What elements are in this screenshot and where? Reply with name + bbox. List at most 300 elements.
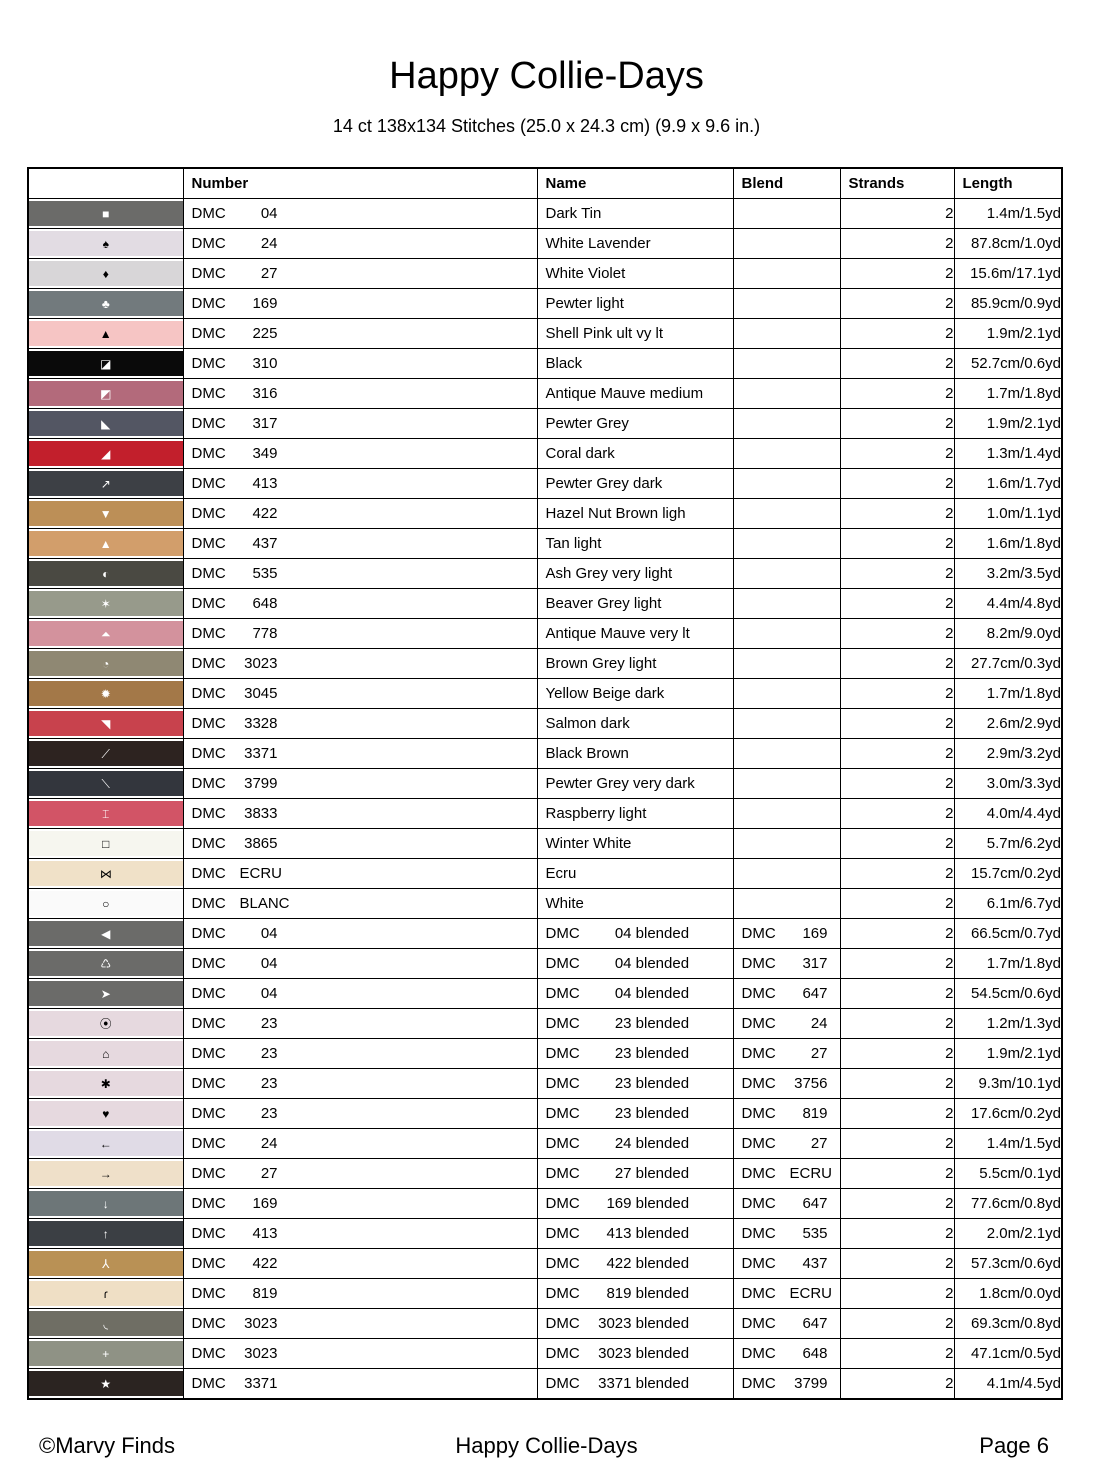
strands-count: 2 (840, 949, 954, 979)
stitch-symbol-icon: ★ (100, 1376, 112, 1391)
floss-number-brand: DMC (191, 925, 226, 942)
strands-count: 2 (840, 1129, 954, 1159)
floss-number (183, 439, 537, 469)
strands-count: 2 (840, 1369, 954, 1400)
floss-length: 1.2m/1.3yd (954, 1009, 1062, 1039)
stitch-symbol-icon: ▼ (99, 506, 112, 521)
floss-number-code: 23 (260, 1105, 278, 1122)
strands-count: 2 (840, 1009, 954, 1039)
floss-blend (733, 979, 840, 1009)
floss-blend (733, 289, 840, 319)
floss-blend (733, 1069, 840, 1099)
stitch-symbol-icon: ⦿ (99, 1016, 112, 1031)
floss-blend (733, 529, 840, 559)
table-row (28, 349, 1062, 379)
floss-name: Brown Grey light (537, 649, 733, 679)
table-header-row (28, 168, 1062, 199)
stitch-symbol-icon: ◐ (102, 566, 110, 581)
strands-count: 2 (840, 1159, 954, 1189)
floss-blend (733, 1279, 840, 1309)
floss-blend (733, 1339, 840, 1369)
floss-number-brand: DMC (191, 1225, 226, 1242)
floss-blend-brand: DMC (741, 1375, 776, 1392)
floss-blend-brand: DMC (741, 1345, 776, 1362)
floss-number-brand: DMC (191, 1015, 226, 1032)
floss-length: 1.4m/1.5yd (954, 1129, 1062, 1159)
floss-blend-code: 647 (802, 985, 828, 1002)
color-swatch (29, 1191, 183, 1216)
strands-count: 2 (840, 1219, 954, 1249)
color-swatch (29, 501, 183, 526)
color-swatch-cell (28, 1189, 183, 1219)
stitch-symbol-icon: ← (99, 1136, 112, 1151)
table-row (28, 739, 1062, 769)
strands-count: 2 (840, 1039, 954, 1069)
color-swatch-cell (28, 919, 183, 949)
floss-blend-brand: DMC (741, 1195, 776, 1212)
table-row (28, 979, 1062, 1009)
floss-number-brand: DMC (191, 1105, 226, 1122)
floss-blend-code: 647 (802, 1195, 828, 1212)
floss-number (183, 859, 537, 889)
color-swatch-cell (28, 439, 183, 469)
floss-number (183, 1279, 537, 1309)
floss-name: Salmon dark (537, 709, 733, 739)
color-swatch-cell (28, 649, 183, 679)
floss-number-code: 317 (252, 415, 278, 432)
strands-count: 2 (840, 829, 954, 859)
floss-number-code: 23 (260, 1045, 278, 1062)
floss-blend (733, 1189, 840, 1219)
floss-number (183, 619, 537, 649)
color-swatch-cell (28, 1249, 183, 1279)
floss-blend-code: 3756 (794, 1075, 828, 1092)
floss-number-code: 3023 (244, 655, 278, 672)
floss-name: DMC 23 blended (537, 1069, 733, 1099)
floss-length: 1.7m/1.8yd (954, 679, 1062, 709)
floss-blend-brand: DMC (741, 1285, 776, 1302)
table-row (28, 589, 1062, 619)
floss-number (183, 529, 537, 559)
floss-number-code: BLANC (239, 895, 290, 912)
floss-number-code: 04 (260, 925, 278, 942)
floss-length: 69.3cm/0.8yd (954, 1309, 1062, 1339)
stitch-symbol-icon: ↓ (102, 1196, 109, 1211)
color-swatch-cell (28, 1219, 183, 1249)
color-swatch (29, 711, 183, 736)
floss-number (183, 1039, 537, 1069)
floss-blend (733, 559, 840, 589)
floss-blend (733, 379, 840, 409)
color-swatch (29, 381, 183, 406)
footer-copyright: ©Marvy Finds (39, 1433, 176, 1458)
floss-blend (733, 439, 840, 469)
floss-blend (733, 499, 840, 529)
floss-name: DMC 24 blended (537, 1129, 733, 1159)
floss-number-brand: DMC (191, 1345, 226, 1362)
floss-number-code: 316 (252, 385, 278, 402)
floss-length: 8.2m/9.0yd (954, 619, 1062, 649)
floss-number-brand: DMC (191, 355, 226, 372)
floss-number (183, 1099, 537, 1129)
floss-blend (733, 1039, 840, 1069)
color-swatch (29, 1131, 183, 1156)
footer-page-number: Page 6 (979, 1433, 1049, 1458)
floss-number-brand: DMC (191, 745, 226, 762)
floss-length: 54.5cm/0.6yd (954, 979, 1062, 1009)
floss-length: 4.1m/4.5yd (954, 1369, 1062, 1400)
floss-number-brand: DMC (191, 475, 226, 492)
floss-length: 1.7m/1.8yd (954, 949, 1062, 979)
floss-length: 1.8cm/0.0yd (954, 1279, 1062, 1309)
floss-number (183, 1369, 537, 1400)
floss-name: White (537, 889, 733, 919)
color-swatch (29, 291, 183, 316)
floss-blend-code: 819 (802, 1105, 828, 1122)
floss-number-brand: DMC (191, 685, 226, 702)
floss-number-brand: DMC (191, 595, 226, 612)
stitch-symbol-icon: ◢ (101, 446, 111, 461)
table-row (28, 1219, 1062, 1249)
floss-number-code: 169 (252, 295, 278, 312)
floss-number-brand: DMC (191, 505, 226, 522)
table-row (28, 499, 1062, 529)
floss-blend-code: 169 (802, 925, 828, 942)
strands-count: 2 (840, 1249, 954, 1279)
strands-count: 2 (840, 499, 954, 529)
table-row (28, 679, 1062, 709)
floss-number-code: 24 (260, 1135, 278, 1152)
floss-number-brand: DMC (191, 955, 226, 972)
floss-number (183, 589, 537, 619)
color-swatch (29, 801, 183, 826)
floss-name: DMC 04 blended (537, 949, 733, 979)
floss-length: 85.9cm/0.9yd (954, 289, 1062, 319)
floss-number (183, 1219, 537, 1249)
floss-name: DMC 04 blended (537, 979, 733, 1009)
color-swatch (29, 981, 183, 1006)
table-row (28, 619, 1062, 649)
floss-name: Ash Grey very light (537, 559, 733, 589)
color-swatch (29, 861, 183, 886)
strands-count: 2 (840, 679, 954, 709)
table-row (28, 1129, 1062, 1159)
floss-number-brand: DMC (191, 1045, 226, 1062)
floss-number (183, 349, 537, 379)
floss-name: DMC 169 blended (537, 1189, 733, 1219)
floss-blend-brand: DMC (741, 1015, 776, 1032)
strands-count: 2 (840, 1099, 954, 1129)
floss-number-code: 04 (260, 985, 278, 1002)
floss-number (183, 289, 537, 319)
floss-blend (733, 619, 840, 649)
table-row (28, 469, 1062, 499)
floss-name: Pewter light (537, 289, 733, 319)
floss-blend (733, 889, 840, 919)
floss-number-code: 3371 (244, 1375, 278, 1392)
strands-count: 2 (840, 1189, 954, 1219)
floss-blend (733, 1159, 840, 1189)
table-row (28, 1339, 1062, 1369)
color-swatch (29, 921, 183, 946)
floss-number (183, 829, 537, 859)
stitch-symbol-icon: ▲ (99, 326, 112, 341)
stitch-symbol-icon: ⟋ (101, 746, 110, 761)
floss-blend (733, 649, 840, 679)
table-row (28, 409, 1062, 439)
floss-name: Ecru (537, 859, 733, 889)
floss-number (183, 709, 537, 739)
floss-blend-brand: DMC (741, 1075, 776, 1092)
floss-length: 1.6m/1.7yd (954, 469, 1062, 499)
floss-name: Beaver Grey light (537, 589, 733, 619)
floss-number-brand: DMC (191, 1135, 226, 1152)
floss-number-code: 23 (260, 1075, 278, 1092)
table-row (28, 649, 1062, 679)
floss-blend-code: 3799 (794, 1375, 828, 1392)
floss-number-brand: DMC (191, 535, 226, 552)
floss-blend (733, 349, 840, 379)
strands-count: 2 (840, 739, 954, 769)
stitch-symbol-icon: ♺ (100, 956, 112, 971)
floss-name: Winter White (537, 829, 733, 859)
strands-count: 2 (840, 229, 954, 259)
floss-number-code: 535 (252, 565, 278, 582)
color-swatch-cell (28, 589, 183, 619)
floss-blend (733, 1219, 840, 1249)
floss-number-code: 3023 (244, 1345, 278, 1362)
floss-number-code: 648 (252, 595, 278, 612)
floss-blend-code: 27 (810, 1135, 828, 1152)
table-row (28, 859, 1062, 889)
color-swatch-cell (28, 1129, 183, 1159)
stitch-symbol-icon: ◥ (101, 716, 111, 731)
strands-count: 2 (840, 469, 954, 499)
floss-number (183, 1189, 537, 1219)
floss-length: 2.9m/3.2yd (954, 739, 1062, 769)
floss-number-code: 422 (252, 505, 278, 522)
floss-blend (733, 319, 840, 349)
floss-length: 47.1cm/0.5yd (954, 1339, 1062, 1369)
color-swatch (29, 831, 183, 856)
floss-name: DMC 23 blended (537, 1099, 733, 1129)
floss-blend-brand: DMC (741, 925, 776, 942)
strands-count: 2 (840, 859, 954, 889)
stitch-symbol-icon: ✱ (100, 1076, 111, 1091)
stitch-symbol-icon: ⌂ (102, 1046, 110, 1061)
floss-number-code: 27 (260, 1165, 278, 1182)
floss-number (183, 469, 537, 499)
floss-name: DMC 23 blended (537, 1039, 733, 1069)
color-swatch (29, 681, 183, 706)
table-row (28, 199, 1062, 229)
footer-title: Happy Collie-Days (455, 1433, 638, 1458)
color-swatch (29, 561, 183, 586)
color-swatch (29, 891, 183, 916)
floss-blend (733, 1309, 840, 1339)
color-swatch-cell (28, 739, 183, 769)
stitch-symbol-icon: ⏶ (100, 626, 111, 641)
strands-count: 2 (840, 1279, 954, 1309)
table-body (28, 199, 1062, 1400)
floss-number (183, 919, 537, 949)
floss-number-brand: DMC (191, 565, 226, 582)
color-swatch (29, 1011, 183, 1036)
table-row (28, 559, 1062, 589)
floss-length: 77.6cm/0.8yd (954, 1189, 1062, 1219)
color-swatch-cell (28, 1099, 183, 1129)
floss-blend (733, 199, 840, 229)
color-swatch (29, 1371, 183, 1396)
floss-number-brand: DMC (191, 265, 226, 282)
floss-name: White Violet (537, 259, 733, 289)
color-swatch-cell (28, 619, 183, 649)
floss-number-brand: DMC (191, 895, 226, 912)
color-swatch-cell (28, 889, 183, 919)
floss-name: DMC 04 blended (537, 919, 733, 949)
floss-blend-code: 27 (810, 1045, 828, 1062)
floss-length: 17.6cm/0.2yd (954, 1099, 1062, 1129)
floss-blend-brand: DMC (741, 1105, 776, 1122)
floss-number (183, 319, 537, 349)
color-swatch-cell (28, 259, 183, 289)
floss-number (183, 409, 537, 439)
floss-blend-code: 535 (802, 1225, 828, 1242)
floss-blend (733, 1249, 840, 1279)
page-subtitle: 14 ct 138x134 Stitches (25.0 x 24.3 cm) (9.9 x 9.6 in.) (332, 116, 761, 136)
floss-number-code: 437 (252, 535, 278, 552)
strands-count: 2 (840, 889, 954, 919)
floss-number-brand: DMC (191, 1315, 226, 1332)
floss-length: 1.9m/2.1yd (954, 319, 1062, 349)
header-blend: Blend (733, 168, 840, 199)
floss-number (183, 499, 537, 529)
table-row (28, 1069, 1062, 1099)
stitch-symbol-icon: ■ (102, 206, 110, 221)
floss-number (183, 1009, 537, 1039)
color-swatch (29, 261, 183, 286)
floss-key-table (27, 167, 1063, 1400)
table-row (28, 259, 1062, 289)
floss-name: Black (537, 349, 733, 379)
strands-count: 2 (840, 559, 954, 589)
color-swatch-cell (28, 1369, 183, 1400)
floss-blend (733, 919, 840, 949)
stitch-symbol-icon: ♥ (102, 1106, 110, 1121)
strands-count: 2 (840, 379, 954, 409)
floss-blend-code: 648 (802, 1345, 828, 1362)
color-swatch (29, 1161, 183, 1186)
stitch-symbol-icon: ◟ (103, 1316, 109, 1331)
floss-number-code: 310 (252, 355, 278, 372)
color-swatch (29, 411, 183, 436)
floss-length: 6.1m/6.7yd (954, 889, 1062, 919)
floss-length: 1.0m/1.1yd (954, 499, 1062, 529)
floss-length: 87.8cm/1.0yd (954, 229, 1062, 259)
table-row (28, 769, 1062, 799)
strands-count: 2 (840, 529, 954, 559)
strands-count: 2 (840, 589, 954, 619)
stitch-symbol-icon: ◩ (100, 386, 112, 401)
floss-length: 1.6m/1.8yd (954, 529, 1062, 559)
floss-blend (733, 769, 840, 799)
floss-blend (733, 859, 840, 889)
color-swatch-cell (28, 289, 183, 319)
floss-number-brand: DMC (191, 235, 226, 252)
floss-number-code: ECRU (239, 865, 283, 882)
stitch-symbol-icon: ↑ (102, 1226, 109, 1241)
strands-count: 2 (840, 709, 954, 739)
color-swatch (29, 771, 183, 796)
floss-length: 4.4m/4.8yd (954, 589, 1062, 619)
floss-blend-brand: DMC (741, 1165, 776, 1182)
strands-count: 2 (840, 1309, 954, 1339)
table-row (28, 709, 1062, 739)
floss-number-code: 349 (252, 445, 278, 462)
header-number: Number (183, 168, 537, 199)
floss-name: DMC 422 blended (537, 1249, 733, 1279)
floss-blend-code: 647 (802, 1315, 828, 1332)
floss-name: Antique Mauve medium (537, 379, 733, 409)
header-symbol (28, 168, 183, 199)
table-row (28, 1039, 1062, 1069)
page-title: Happy Collie-Days (389, 55, 704, 97)
floss-number-code: 422 (252, 1255, 278, 1272)
color-swatch-cell (28, 199, 183, 229)
stitch-symbol-icon: ⌶ (102, 806, 110, 821)
floss-number-brand: DMC (191, 865, 226, 882)
floss-name: DMC 413 blended (537, 1219, 733, 1249)
floss-name: DMC 819 blended (537, 1279, 733, 1309)
floss-name: DMC 23 blended (537, 1009, 733, 1039)
color-swatch-cell (28, 769, 183, 799)
floss-blend-code: 24 (810, 1015, 828, 1032)
floss-name: Coral dark (537, 439, 733, 469)
strands-count: 2 (840, 349, 954, 379)
color-swatch (29, 1221, 183, 1246)
color-swatch-cell (28, 1339, 183, 1369)
color-swatch (29, 1311, 183, 1336)
floss-number (183, 229, 537, 259)
floss-number (183, 559, 537, 589)
floss-name: DMC 3023 blended (537, 1339, 733, 1369)
floss-length: 1.3m/1.4yd (954, 439, 1062, 469)
table-row (28, 1309, 1062, 1339)
strands-count: 2 (840, 199, 954, 229)
floss-name: Yellow Beige dark (537, 679, 733, 709)
floss-number-brand: DMC (191, 835, 226, 852)
floss-blend (733, 1009, 840, 1039)
color-swatch-cell (28, 229, 183, 259)
color-swatch (29, 321, 183, 346)
floss-blend (733, 709, 840, 739)
floss-number-code: 24 (260, 235, 278, 252)
floss-number-code: 04 (260, 205, 278, 222)
floss-name: Pewter Grey dark (537, 469, 733, 499)
color-swatch (29, 1041, 183, 1066)
floss-blend (733, 229, 840, 259)
strands-count: 2 (840, 979, 954, 1009)
floss-name: Raspberry light (537, 799, 733, 829)
floss-blend-brand: DMC (741, 1225, 776, 1242)
color-swatch-cell (28, 1009, 183, 1039)
floss-number-code: 169 (252, 1195, 278, 1212)
color-swatch-cell (28, 1279, 183, 1309)
stitch-symbol-icon: ➤ (100, 986, 111, 1001)
floss-number (183, 979, 537, 1009)
floss-blend-brand: DMC (741, 955, 776, 972)
color-swatch (29, 651, 183, 676)
